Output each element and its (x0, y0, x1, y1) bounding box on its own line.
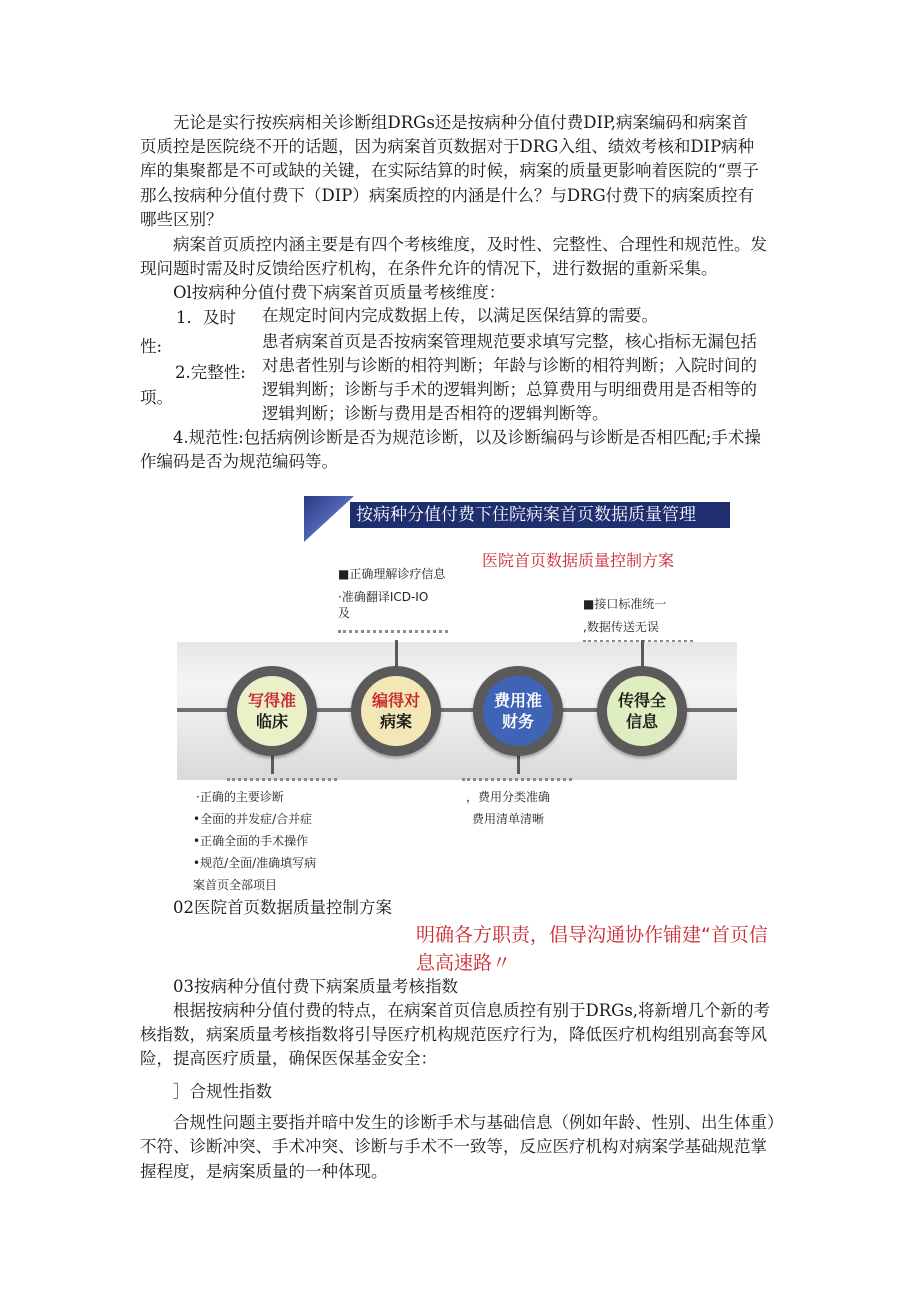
coding-note: ·准确翻译ICD-IO (338, 590, 429, 604)
node-clinical-face (237, 676, 307, 746)
dimension-1-text: 在规定时间内完成数据上传，以满足医保结算的需要。 (262, 306, 658, 325)
red-slogan-line: 明确各方职责，倡导沟通协作铺建“首页信 (416, 924, 768, 946)
dimension-2-line: 对患者性别与诊断的相符判断；年龄与诊断的相符判断；入院时间的 (262, 356, 757, 375)
node-information-title: 传得全 (617, 691, 666, 710)
node-coding-title: 编得对 (371, 691, 420, 710)
intro-line: 无论是实行按疾病相关诊断组DRGs还是按病种分值付费DIP,病案编码和病案首 (173, 113, 749, 132)
coding-note: 及 (338, 606, 351, 620)
red-slogan-line: 息高速路〃 (416, 952, 512, 974)
figure-banner (304, 496, 730, 542)
node-coding-face (361, 676, 431, 746)
indices-line: 险，提高医疗质量，确保医保基金安全： (140, 1049, 437, 1068)
node-finance-title: 费用准 (493, 691, 542, 710)
figure-subtitle: 医院首页数据质量控制方案 (482, 551, 675, 570)
red-slogan (416, 921, 786, 977)
dimension-1-label-tail: 性: (140, 337, 163, 356)
intro-line: 库的集聚都是不可或缺的关键，在实际结算的时候，病案的质量更影响着医院的“票子 (140, 161, 759, 180)
connotation-line: 现问题时需及时反馈给医疗机构，在条件允许的情况下，进行数据的重新采集。 (140, 259, 718, 278)
node-clinical (227, 666, 317, 756)
intro-line: 那么按病种分值付费下（DIP）病案质控的内涵是什么？与DRG付费下的病案质控有 (140, 186, 755, 205)
node-information (597, 666, 687, 756)
indices-line: 核指数，病案质量考核指数将引导医疗机构规范医疗行为，降低医疗机构组别高套等风 (140, 1025, 767, 1044)
info-note: ,数据传送无误 (583, 620, 659, 634)
node-information-face (607, 676, 677, 746)
clinical-note: •全面的并发症/合并症 (193, 812, 313, 826)
finance-note: ，费用分类准确 (466, 790, 551, 804)
coding-note: ■正确理解诊疗信息 (338, 567, 446, 581)
clinical-note: •规范/全面/准确填写病 (193, 856, 317, 870)
dimension-2-line: 患者病案首页是否按病案管理规范要求填写完整，核心指标无漏包括 (262, 332, 757, 351)
clinical-note: •正确全面的手术操作 (193, 834, 309, 848)
dimension-2-line: 逻辑判断；诊断与手术的逻辑判断；总算费用与明细费用是否相等的 (262, 380, 757, 399)
dimension-4-line: 作编码是否为规范编码等。 (140, 452, 338, 471)
dimension-3-label-tail: 项。 (140, 388, 173, 407)
dotted-divider (462, 778, 572, 781)
dotted-divider (227, 778, 337, 781)
node-finance-face (483, 676, 553, 746)
node-finance-role: 财务 (501, 712, 534, 731)
connector-stem (395, 640, 398, 668)
clinical-note: ·正确的主要诊断 (196, 790, 284, 804)
node-coding (351, 666, 441, 756)
connector-stem (517, 754, 520, 774)
connector-stem (271, 754, 274, 774)
node-information-role: 信息 (625, 712, 658, 731)
dimension-2-line: 逻辑判断；诊断与费用是否相符的逻辑判断等。 (262, 404, 609, 423)
dimension-2-label: 2.完整性: (175, 363, 246, 382)
section-03-heading: 03按病种分值付费下病案质量考核指数 (173, 977, 458, 996)
compliance-line: 合规性问题主要指并暗中发生的诊断手术与基础信息（例如年龄、性别、出生体重） (173, 1113, 784, 1132)
compliance-line: 不符、诊断冲突、手术冲突、诊断与手术不一致等，反应医疗机构对病案学基础规范掌 (140, 1137, 767, 1156)
intro-line: 哪些区别？ (140, 210, 223, 229)
figure-banner-title: 按病种分值付费下住院病案首页数据质量管理 (350, 502, 730, 528)
connector-stem (641, 640, 644, 668)
node-finance (473, 666, 563, 756)
clinical-note: 案首页全部项目 (193, 878, 278, 892)
finance-note: 费用清单清晰 (472, 812, 545, 826)
connotation-line: 病案首页质控内涵主要是有四个考核维度，及时性、完整性、合理性和规范性。发 (173, 235, 767, 254)
banner-triangle-decoration (304, 496, 354, 542)
section-02-heading: 02医院首页数据质量控制方案 (173, 898, 392, 917)
compliance-line: 握程度，是病案质量的一种体现。 (140, 1162, 388, 1181)
dimension-4-line: 4.规范性:包括病例诊断是否为规范诊断，以及诊断编码与诊断是否相匹配;手术操 (173, 428, 761, 447)
node-coding-role: 病案 (379, 712, 412, 731)
info-note: ■接口标准统一 (583, 597, 667, 611)
node-clinical-title: 写得准 (247, 691, 296, 710)
dotted-divider (338, 630, 448, 633)
section-01-heading: Ol按病种分值付费下病案首页质量考核维度： (173, 283, 506, 302)
node-clinical-role: 临床 (255, 712, 288, 731)
indices-line: 根据按病种分值付费的特点，在病案首页信息质控有别于DRGs,将新增几个新的考 (173, 1001, 771, 1020)
compliance-heading: ］合规性指数 (173, 1082, 272, 1101)
dimension-1-label: 1．及时 (176, 308, 236, 327)
intro-line: 页质控是医院绕不开的话题，因为病案首页数据对于DRG入组、绩效考核和DIP病种 (140, 137, 755, 156)
